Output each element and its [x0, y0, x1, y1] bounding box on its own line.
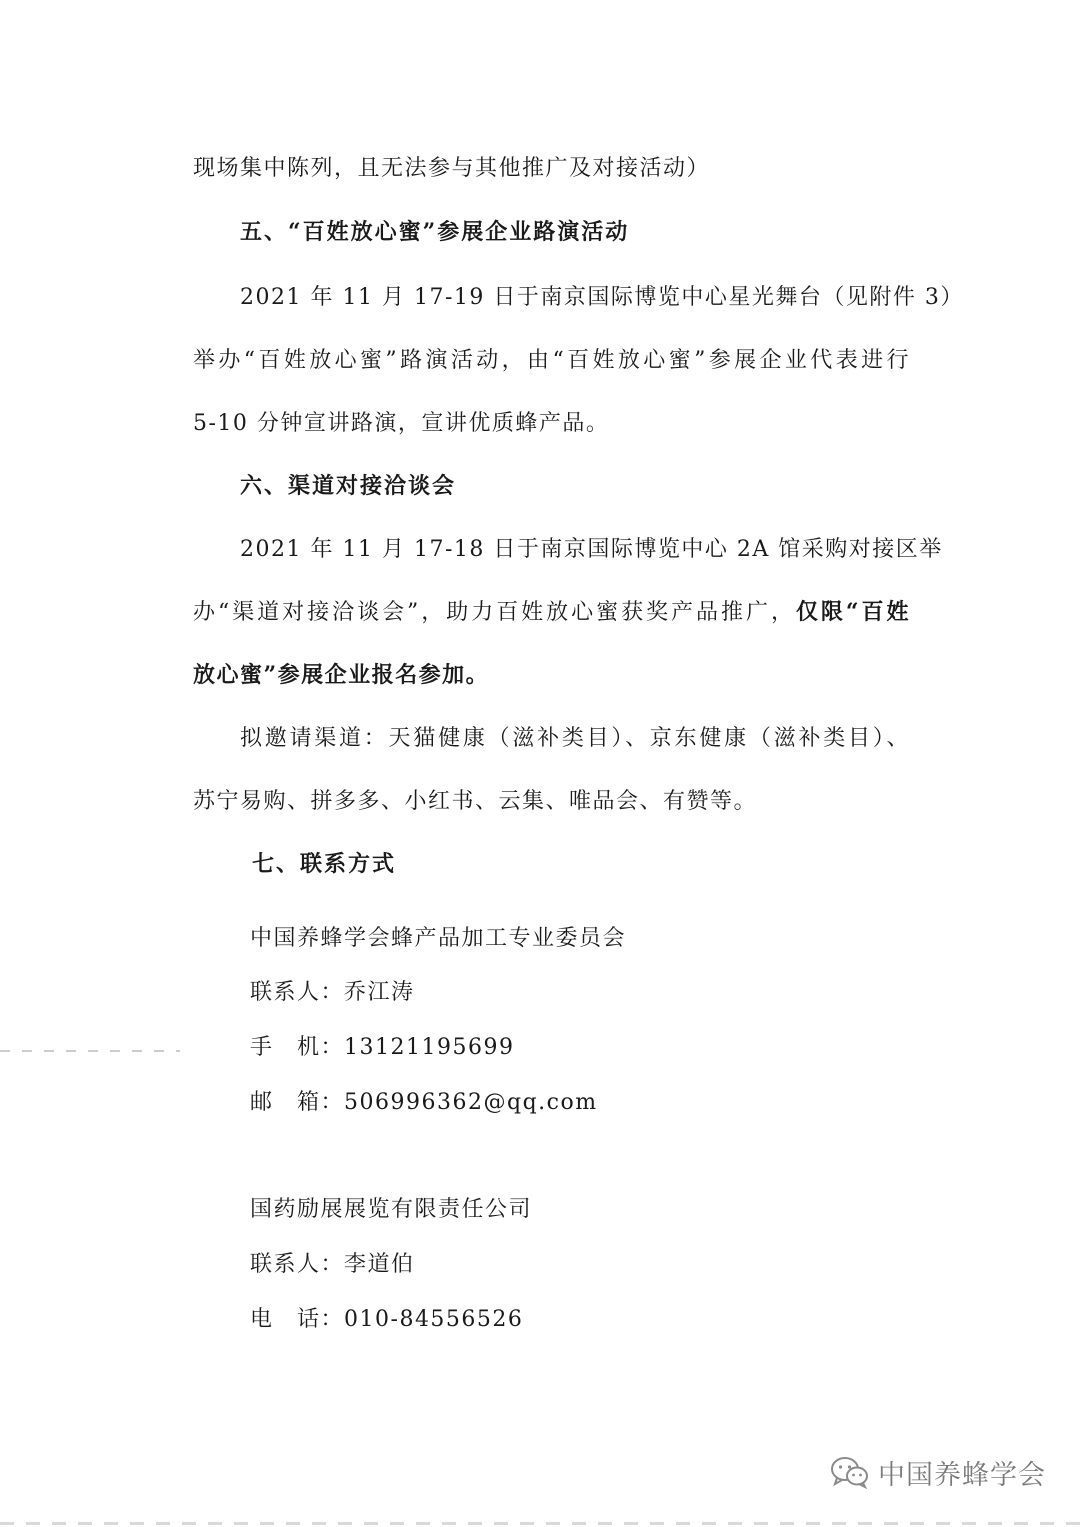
- contact-person-1: [250, 975, 415, 1006]
- scan-edge: [0, 1522, 1080, 1525]
- contact-label: 联系人：: [250, 980, 345, 1005]
- section-heading-6: 六、渠道对接洽谈会: [240, 473, 457, 499]
- scan-artifact: [0, 1050, 180, 1052]
- section-heading-5: 五、“百姓放心蜜”参展企业路演活动: [240, 219, 630, 245]
- contact-email-1: [250, 1085, 598, 1116]
- contact-value: 13121195699: [344, 1035, 515, 1060]
- paragraph-line: 2021 年 11 月 17-19 日于南京国际博览中心星光舞台（见附件 3）: [240, 285, 964, 310]
- paragraph-line: 现场集中陈列，且无法参与其他推广及对接活动）: [193, 156, 711, 181]
- watermark-text: 中国养蜂学会: [878, 1459, 1046, 1491]
- contact-label: 电 话：: [250, 1307, 345, 1332]
- paragraph-line: 拟邀请渠道：天猫健康（滋补类目）、京东健康（滋补类目）、: [240, 726, 910, 751]
- contact-tel-2: [250, 1302, 523, 1333]
- contact-org-2: 国药励展展览有限责任公司: [250, 1197, 533, 1222]
- contact-value: 李道伯: [344, 1252, 415, 1277]
- paragraph-line: 苏宁易购、拼多多、小红书、云集、唯品会、有赞等。: [193, 789, 758, 814]
- contact-org-1: 中国养蜂学会蜂产品加工专业委员会: [250, 926, 627, 951]
- wechat-icon: [830, 1455, 870, 1489]
- paragraph-line: 举办“百姓放心蜜”路演活动，由“百姓放心蜜”参展企业代表进行: [193, 348, 910, 373]
- paragraph-line: 2021 年 11 月 17-18 日于南京国际博览中心 2A 馆采购对接区举: [240, 537, 943, 562]
- paragraph-line: 5-10 分钟宣讲路演，宣讲优质蜂产品。: [193, 411, 610, 436]
- emphasis-line: 放心蜜”参展企业报名参加。: [193, 662, 490, 688]
- watermark: [830, 1452, 1046, 1492]
- paragraph-text: 办“渠道对接洽谈会”，助力百姓放心蜜获奖产品推广，: [193, 600, 796, 625]
- contact-label: 邮 箱：: [250, 1090, 345, 1115]
- contact-label: 联系人：: [250, 1252, 345, 1277]
- contact-value: 506996362@qq.com: [344, 1090, 598, 1115]
- contact-label: 手 机：: [250, 1035, 345, 1060]
- section-heading-7: 七、联系方式: [252, 851, 397, 877]
- contact-person-2: [250, 1247, 415, 1278]
- paragraph-line: [193, 595, 910, 626]
- emphasis-text: 仅限“百姓: [795, 599, 911, 625]
- contact-value: 010-84556526: [344, 1307, 524, 1332]
- contact-value: 乔江涛: [344, 980, 415, 1005]
- contact-phone-1: [250, 1030, 514, 1061]
